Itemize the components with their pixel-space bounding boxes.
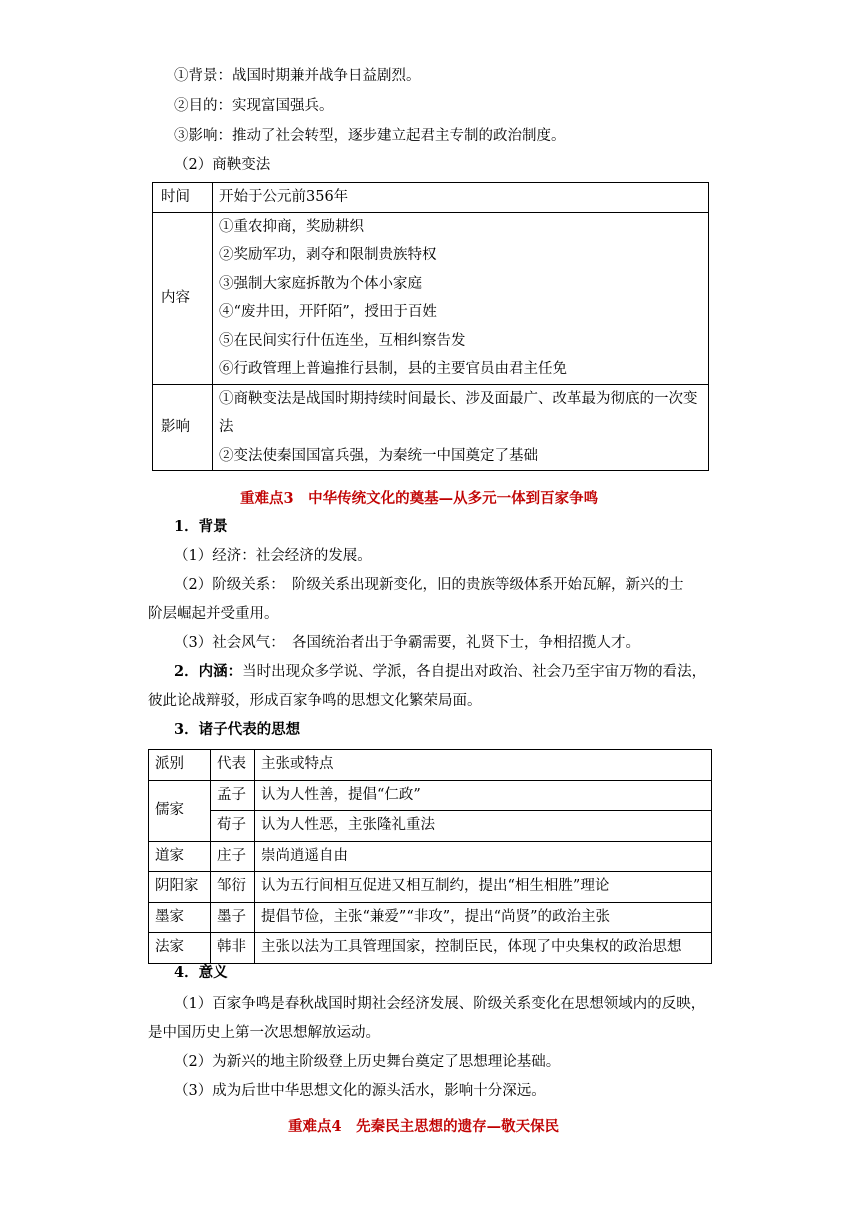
table-header-row [149, 750, 712, 781]
table-row [153, 183, 709, 213]
point4-title: 重难点4 先秦民主思想的遗存—敬天保民 [288, 1118, 560, 1135]
idea-cell: 认为人性恶，主张隆礼重法 [255, 811, 712, 842]
background-heading: 1．背景 [174, 518, 228, 535]
school-cell: 阴阳家 [149, 872, 211, 903]
time-value: 开始于公元前356年 [213, 183, 709, 213]
significance-item: （3）成为后世中华思想文化的源头活水，影响十分深远。 [174, 1083, 546, 1099]
shang-yang-reform-table [152, 182, 709, 471]
list-item-impact: ③影响：推动了社会转型，逐步建立起君主专制的政治制度。 [174, 128, 566, 144]
significance-heading: 4．意义 [174, 964, 228, 981]
list-item-background: ①背景：战国时期兼并战争日益剧烈。 [174, 68, 421, 84]
table-row [149, 902, 712, 933]
connotation-paragraph [174, 662, 706, 682]
point3-title: 重难点3 中华传统文化的奠基—从多元一体到百家争鸣 [240, 490, 599, 507]
rep-cell: 荀子 [211, 811, 255, 842]
rep-cell: 墨子 [211, 902, 255, 933]
list-item: ①重农抑商，奖励耕织 [219, 218, 364, 235]
idea-cell: 认为五行间相互促进又相互制约，提出“相生相胜”理论 [255, 872, 712, 903]
background-custom: （3）社会风气： 各国统治者出于争霸需要，礼贤下士，争相招揽人才。 [174, 635, 640, 651]
table-row [153, 212, 709, 384]
table-row [149, 811, 712, 842]
table-row [149, 933, 712, 964]
school-cell: 法家 [149, 933, 211, 964]
list-item-purpose: ②目的：实现富国强兵。 [174, 98, 334, 114]
impact-cell [213, 384, 709, 471]
rep-cell: 韩非 [211, 933, 255, 964]
significance-item: （1）百家争鸣是春秋战国时期社会经济发展、阶级关系变化在思想领域内的反映， [174, 996, 706, 1012]
rep-cell: 邹衍 [211, 872, 255, 903]
table-row [149, 841, 712, 872]
idea-cell: 主张以法为工具管理国家，控制臣民，体现了中央集权的政治思想 [255, 933, 712, 964]
connotation-label: 2．内涵： [174, 663, 243, 680]
list-item: ③强制大家庭拆散为个体小家庭 [219, 275, 422, 292]
connotation-text: 当时出现众多学说、学派，各自提出对政治、社会乃至宇宙万物的看法， [242, 664, 707, 680]
significance-item-cont: 是中国历史上第一次思想解放运动。 [148, 1025, 380, 1041]
table-row [153, 384, 709, 471]
schools-heading: 3．诸子代表的思想 [174, 721, 301, 738]
idea-cell: 崇尚逍遥自由 [255, 841, 712, 872]
list-item: ②变法使秦国国富兵强，为秦统一中国奠定了基础 [219, 447, 538, 464]
background-economy: （1）经济：社会经济的发展。 [174, 548, 372, 564]
table-row [149, 780, 712, 811]
header-school: 派别 [149, 750, 211, 781]
header-idea: 主张或特点 [255, 750, 712, 781]
rep-cell: 庄子 [211, 841, 255, 872]
school-cell: 道家 [149, 841, 211, 872]
idea-cell: 提倡节俭，主张“兼爱”“非攻”，提出“尚贤”的政治主张 [255, 902, 712, 933]
list-item: ④“废井田，开阡陌”，授田于百姓 [219, 304, 437, 320]
schools-table [148, 749, 712, 964]
table-row [149, 872, 712, 903]
significance-item: （2）为新兴的地主阶级登上历史舞台奠定了思想理论基础。 [174, 1054, 561, 1070]
header-rep: 代表 [211, 750, 255, 781]
list-item: ⑤在民间实行什伍连坐，互相纠察告发 [219, 332, 466, 349]
impact-label: 影响 [153, 384, 213, 471]
list-item: ⑥行政管理上普遍推行县制，县的主要官员由君主任免 [219, 361, 567, 377]
rep-cell: 孟子 [211, 780, 255, 811]
school-cell: 墨家 [149, 902, 211, 933]
section-heading-shang-yang: （2）商鞅变法 [174, 157, 271, 173]
list-item: ②奖励军功，剥夺和限制贵族特权 [219, 247, 437, 263]
time-label: 时间 [153, 183, 213, 213]
school-ru: 儒家 [149, 780, 211, 841]
content-label: 内容 [153, 212, 213, 384]
idea-cell: 认为人性善，提倡“仁政” [255, 780, 712, 811]
background-class-cont: 阶层崛起并受重用。 [148, 606, 279, 622]
background-class: （2）阶级关系： 阶级关系出现新变化，旧的贵族等级体系开始瓦解，新兴的士 [174, 577, 684, 593]
list-item: ①商鞅变法是战国时期持续时间最长、涉及面最广、改革最为彻底的一次变法 [219, 390, 698, 435]
connotation-text-cont: 彼此论战辩驳，形成百家争鸣的思想文化繁荣局面。 [148, 693, 482, 709]
content-cell [213, 212, 709, 384]
